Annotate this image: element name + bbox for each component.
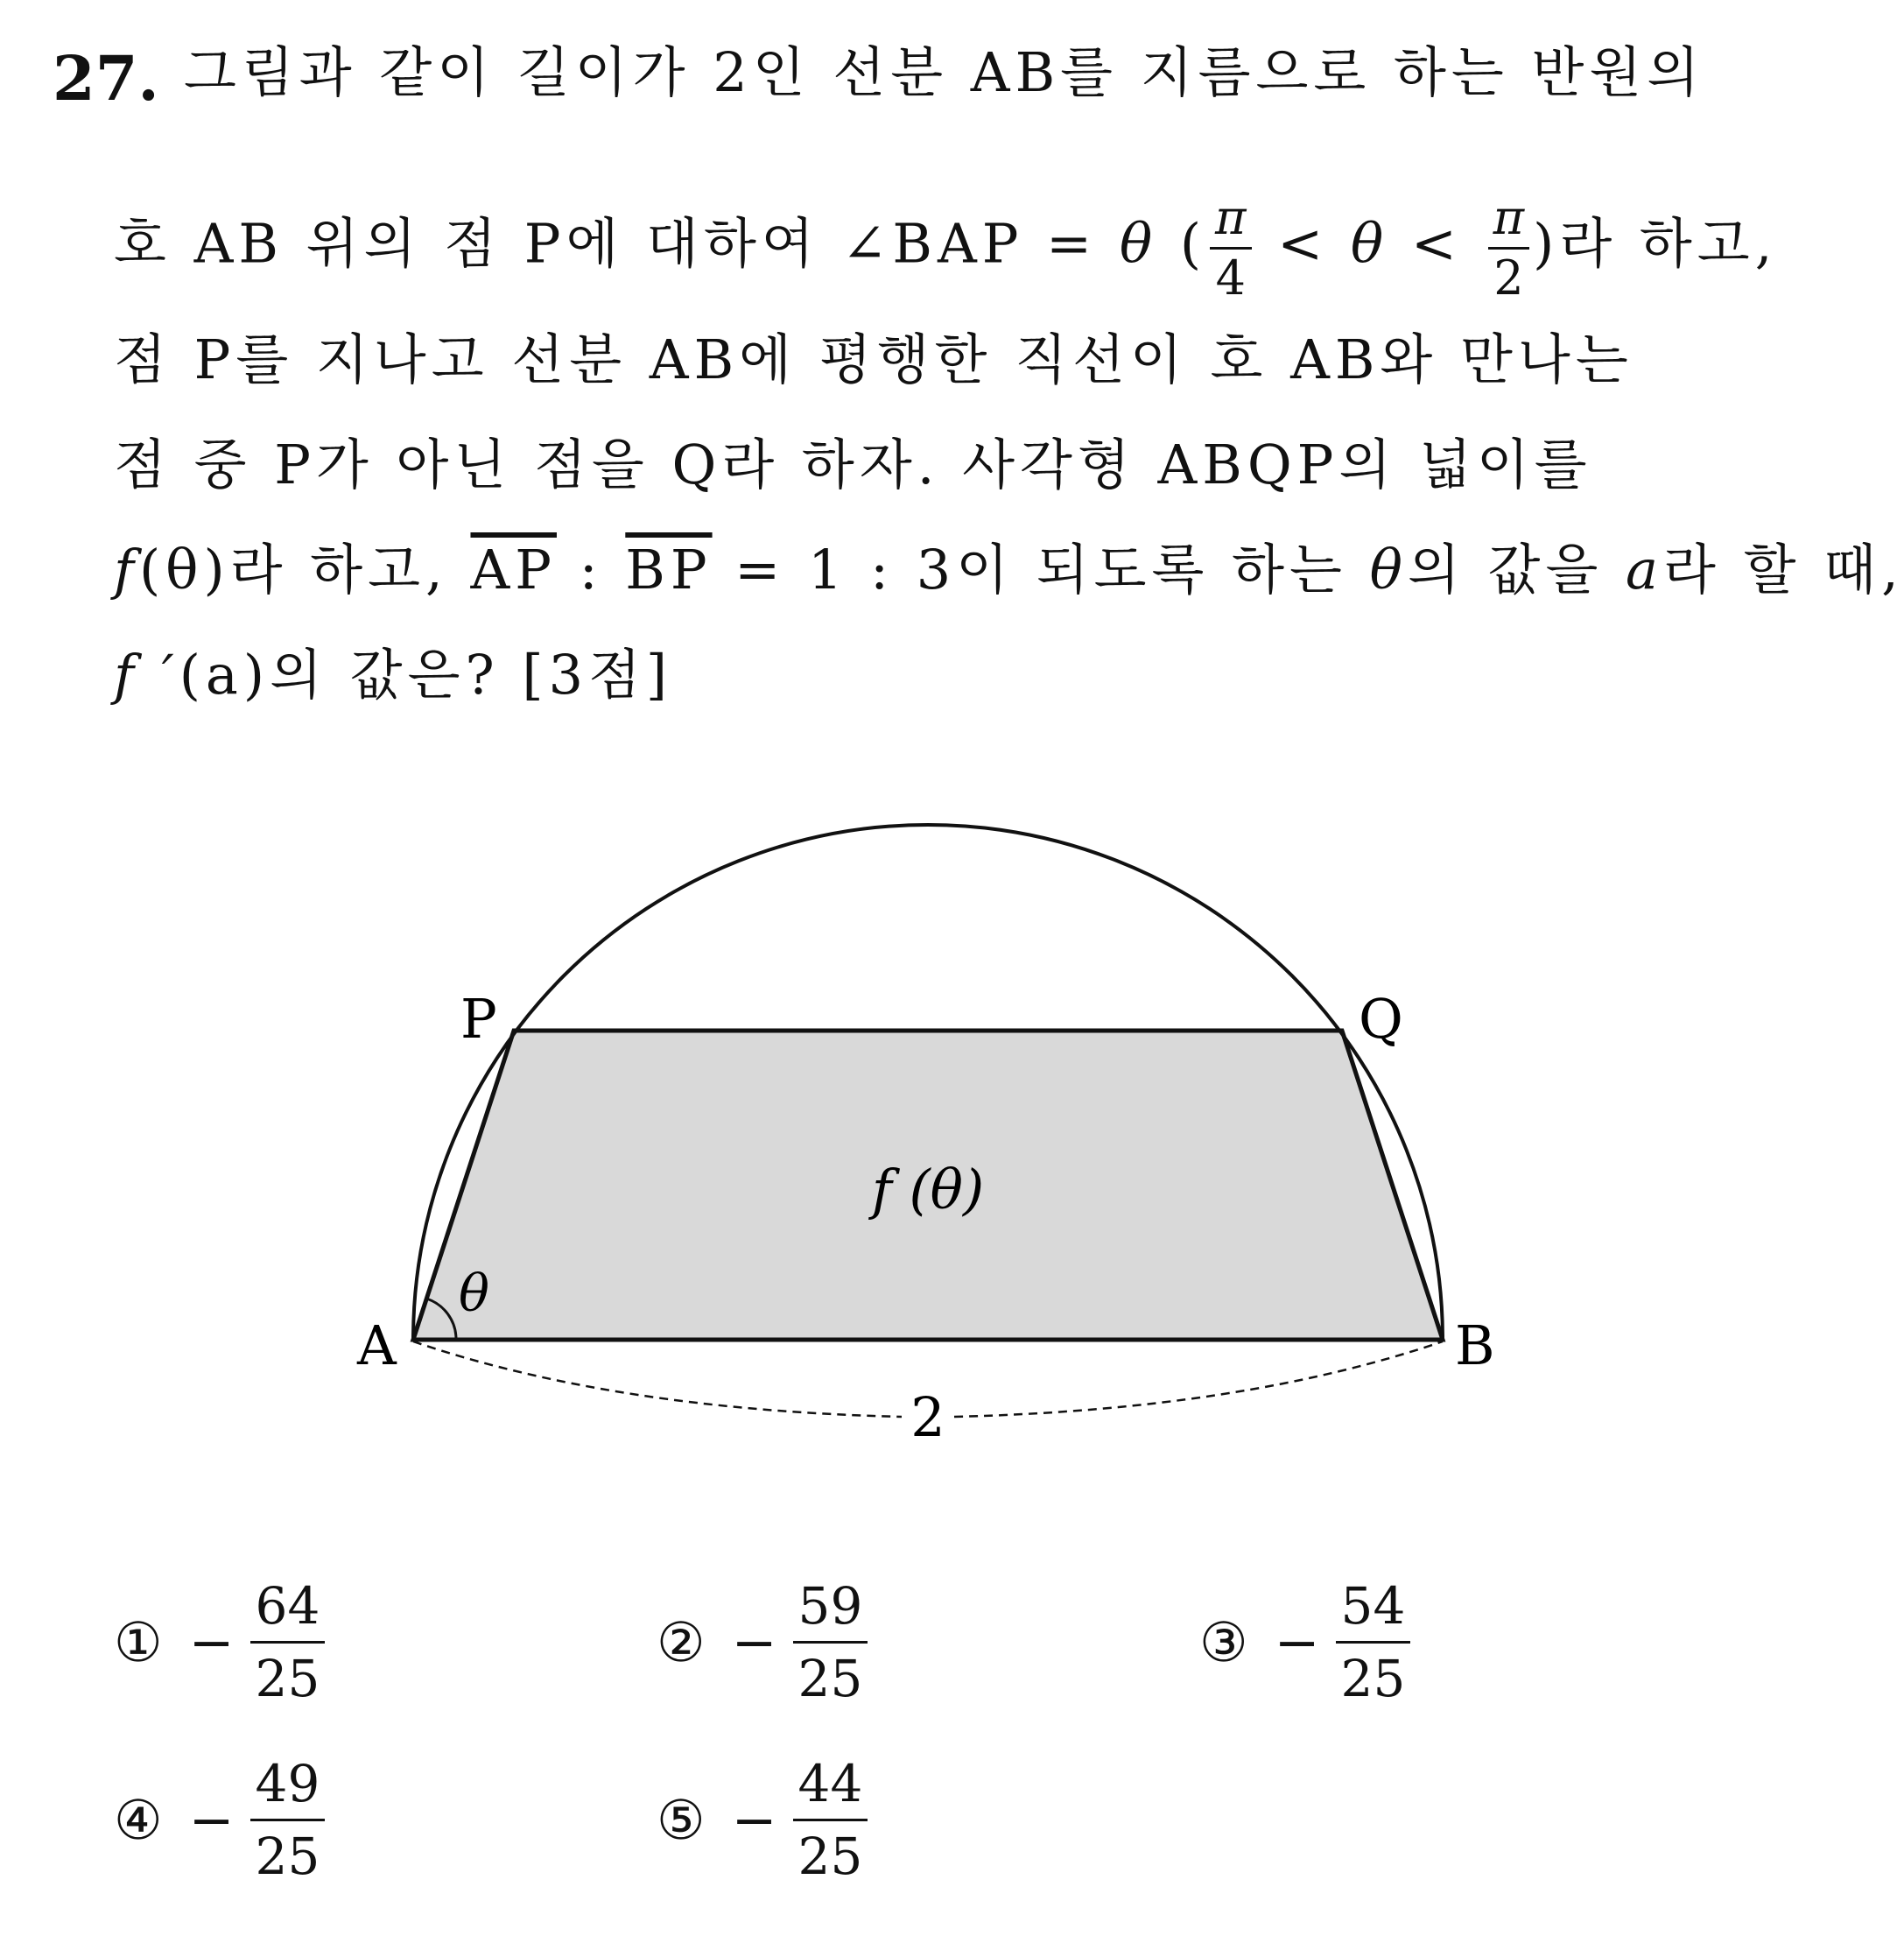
label-q: Q — [1359, 987, 1403, 1051]
fraction-numerator: π — [1210, 194, 1252, 250]
choice-fraction — [793, 1576, 868, 1708]
choice-3[interactable] — [1199, 1576, 1414, 1708]
fraction-denominator: 2 — [1493, 250, 1524, 306]
line5-eq: = 1 : 3이 되도록 하는 — [712, 538, 1370, 602]
theta-symbol: θ — [1350, 211, 1389, 276]
segment-bp: $\overline{BP}$ — [625, 538, 713, 602]
theta-symbol: θ — [1119, 211, 1158, 276]
fraction-denominator: 25 — [255, 1649, 320, 1708]
fraction-numerator: 54 — [1336, 1576, 1411, 1644]
question-line-3: 점 P를 지나고 선분 AB에 평행한 직선이 호 AB와 만나는 — [114, 327, 1634, 391]
line5-text2: 의 값을 — [1407, 538, 1626, 602]
label-b: B — [1455, 1313, 1495, 1377]
label-area: f (θ) — [871, 1158, 985, 1221]
question-line-4: 점 중 P가 아닌 점을 Q라 하자. 사각형 ABQP의 넓이를 — [114, 433, 1592, 496]
choice-5[interactable] — [657, 1754, 871, 1886]
fraction-numerator: 64 — [250, 1576, 326, 1644]
choice-marker: ④ — [114, 1788, 163, 1852]
line2-open: ( — [1157, 211, 1207, 276]
fraction-numerator: π — [1488, 194, 1530, 250]
line5-text1: 라 하고, — [229, 538, 471, 602]
label-a: A — [357, 1313, 397, 1377]
label-p: P — [460, 987, 497, 1051]
choice-1[interactable] — [114, 1576, 328, 1708]
line2-post: )라 하고, — [1533, 211, 1778, 276]
less-than: < — [1388, 211, 1485, 276]
line2-pre: 호 AB 위의 점 P에 대하여 ∠BAP = — [114, 211, 1120, 276]
choice-marker: ① — [114, 1610, 163, 1674]
function-arg: (θ) — [138, 538, 230, 602]
label-theta: θ — [459, 1264, 489, 1323]
fraction-denominator: 25 — [255, 1827, 320, 1886]
fraction-denominator: 25 — [1340, 1649, 1406, 1708]
line6-text: 의 값은? [3점] — [270, 643, 673, 707]
choice-sign: − — [731, 1788, 777, 1852]
fraction-numerator: 59 — [793, 1576, 868, 1644]
label-length: 2 — [910, 1385, 945, 1449]
choice-fraction — [1336, 1576, 1411, 1708]
choice-2[interactable] — [657, 1576, 871, 1708]
choice-marker: ② — [657, 1610, 706, 1674]
choice-sign: − — [1274, 1610, 1320, 1674]
question-number: 27. — [53, 42, 159, 115]
variable-a: a — [1626, 538, 1664, 602]
fraction-denominator: 25 — [797, 1649, 863, 1708]
less-than: < — [1254, 211, 1351, 276]
choice-4[interactable] — [114, 1754, 328, 1886]
fraction-denominator: 25 — [797, 1827, 863, 1886]
choice-fraction — [250, 1754, 326, 1886]
choice-marker: ⑤ — [657, 1788, 706, 1852]
segment-ap: $\overline{AP}$ — [470, 538, 557, 602]
choice-sign: − — [188, 1610, 235, 1674]
choice-fraction — [793, 1754, 868, 1886]
function-arg: (a) — [179, 643, 270, 707]
function-f: f — [114, 538, 139, 602]
ratio-colon: : — [556, 538, 626, 602]
choice-sign: − — [188, 1788, 235, 1852]
choice-marker: ③ — [1199, 1610, 1248, 1674]
line5-text3: 라 할 때, — [1663, 538, 1904, 602]
choice-sign: − — [731, 1610, 777, 1674]
choice-fraction — [250, 1576, 326, 1708]
fraction-denominator: 4 — [1215, 250, 1246, 306]
theta-symbol: θ — [1369, 538, 1408, 602]
fraction-numerator: 44 — [793, 1754, 868, 1821]
fraction-numerator: 49 — [250, 1754, 326, 1821]
function-f-prime: f ′ — [114, 643, 179, 707]
question-line-1: 그림과 같이 길이가 2인 선분 AB를 지름으로 하는 반원의 — [184, 40, 1705, 104]
